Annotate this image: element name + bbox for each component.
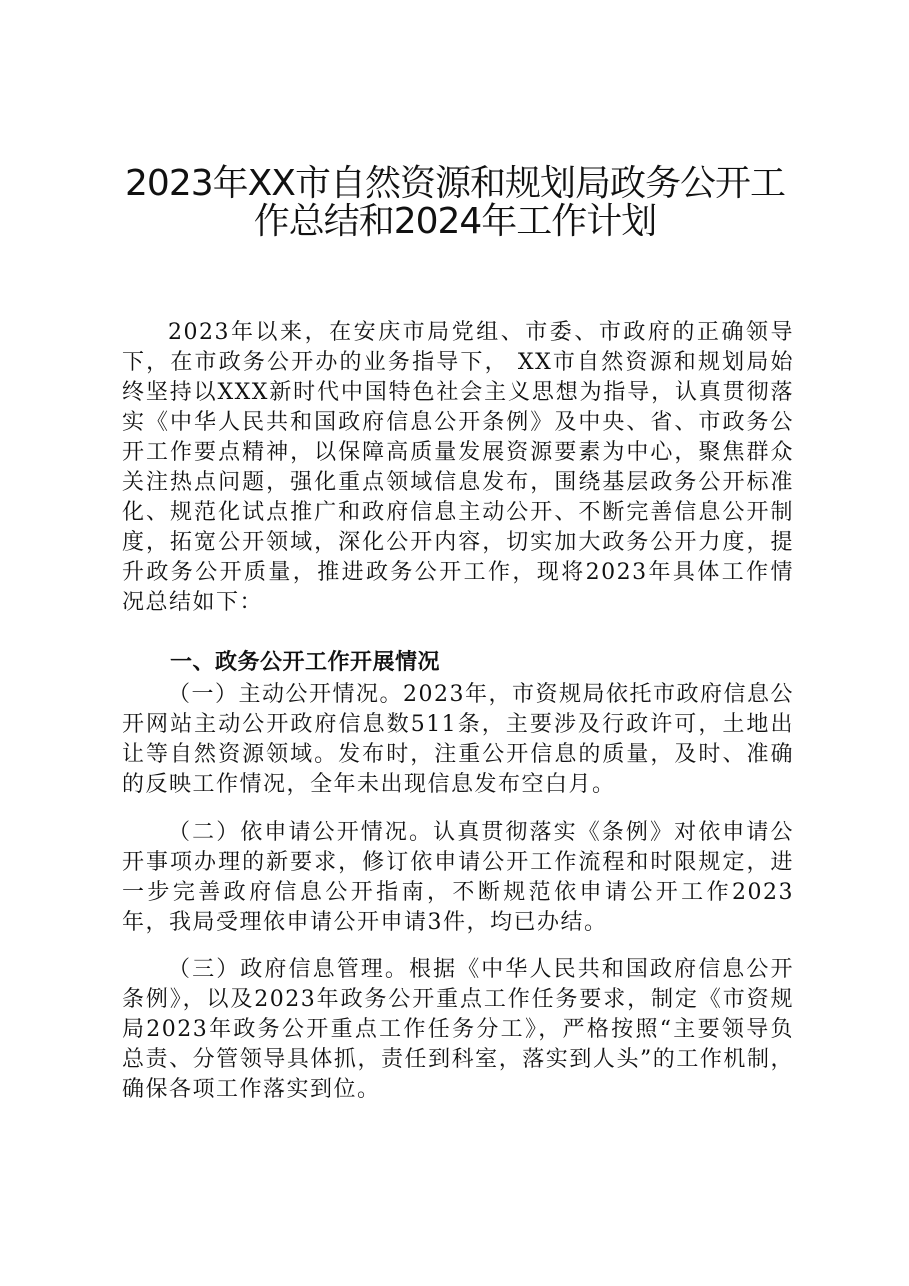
section-heading-1: 一、政务公开工作开展情况 <box>170 650 441 675</box>
document-title-line-2: 作总结和2024年工作计划 <box>253 201 657 242</box>
subsection-1-paragraph: （一）主动公开情况。2023年，市资规局依托市政府信息公开网站主动公开政府信息数511条，主要涉及行政许可，土地出让等自然资源领域。发布时，注重公开信息的质量，及时、准确的反映工作情况，全年未出现信息发布空白月。 <box>122 682 794 797</box>
subsection-3-paragraph: （三）政府信息管理。根据《中华人民共和国政府信息公开条例》，以及2023年政务公开重点工作任务要求，制定《市资规局2023年政务公开重点工作任务分工》，严格按照“主要领导负总责、分管领导具体抓，责任到科室，落实到人头”的工作机制，确保各项工作落实到位。 <box>122 957 794 1102</box>
intro-paragraph: 2023年以来，在安庆市局党组、市委、市政府的正确领导下，在市政务公开办的业务指导下， XX市自然资源和规划局始终坚持以XXX新时代中国特色社会主义思想为指导，认真贯彻落实《中华人民共和国政府信息公开条例》及中央、省、市政务公开工作要点精神，以保障高质量发展资源要素为中心，聚焦群众关注热点问题，强化重点领域信息发布，围绕基层政务公开标准化、规范化试点推广和政府信息主动公开、不断完善信息公开制度，拓宽公开领域，深化公开内容，切实加大政务公开力度，提升政务公开质量，推进政务公开工作，现将2023年具体工作情况总结如下： <box>122 320 794 615</box>
subsection-2-paragraph: （二）依申请公开情况。认真贯彻落实《条例》对依申请公开事项办理的新要求，修订依申请公开工作流程和时限规定，进一步完善政府信息公开指南，不断规范依申请公开工作2023年，我局受理依申请公开申请3件，均已办结。 <box>122 820 794 935</box>
document-title-line-1: 2023年XX市自然资源和规划局政务公开工 <box>125 163 785 204</box>
